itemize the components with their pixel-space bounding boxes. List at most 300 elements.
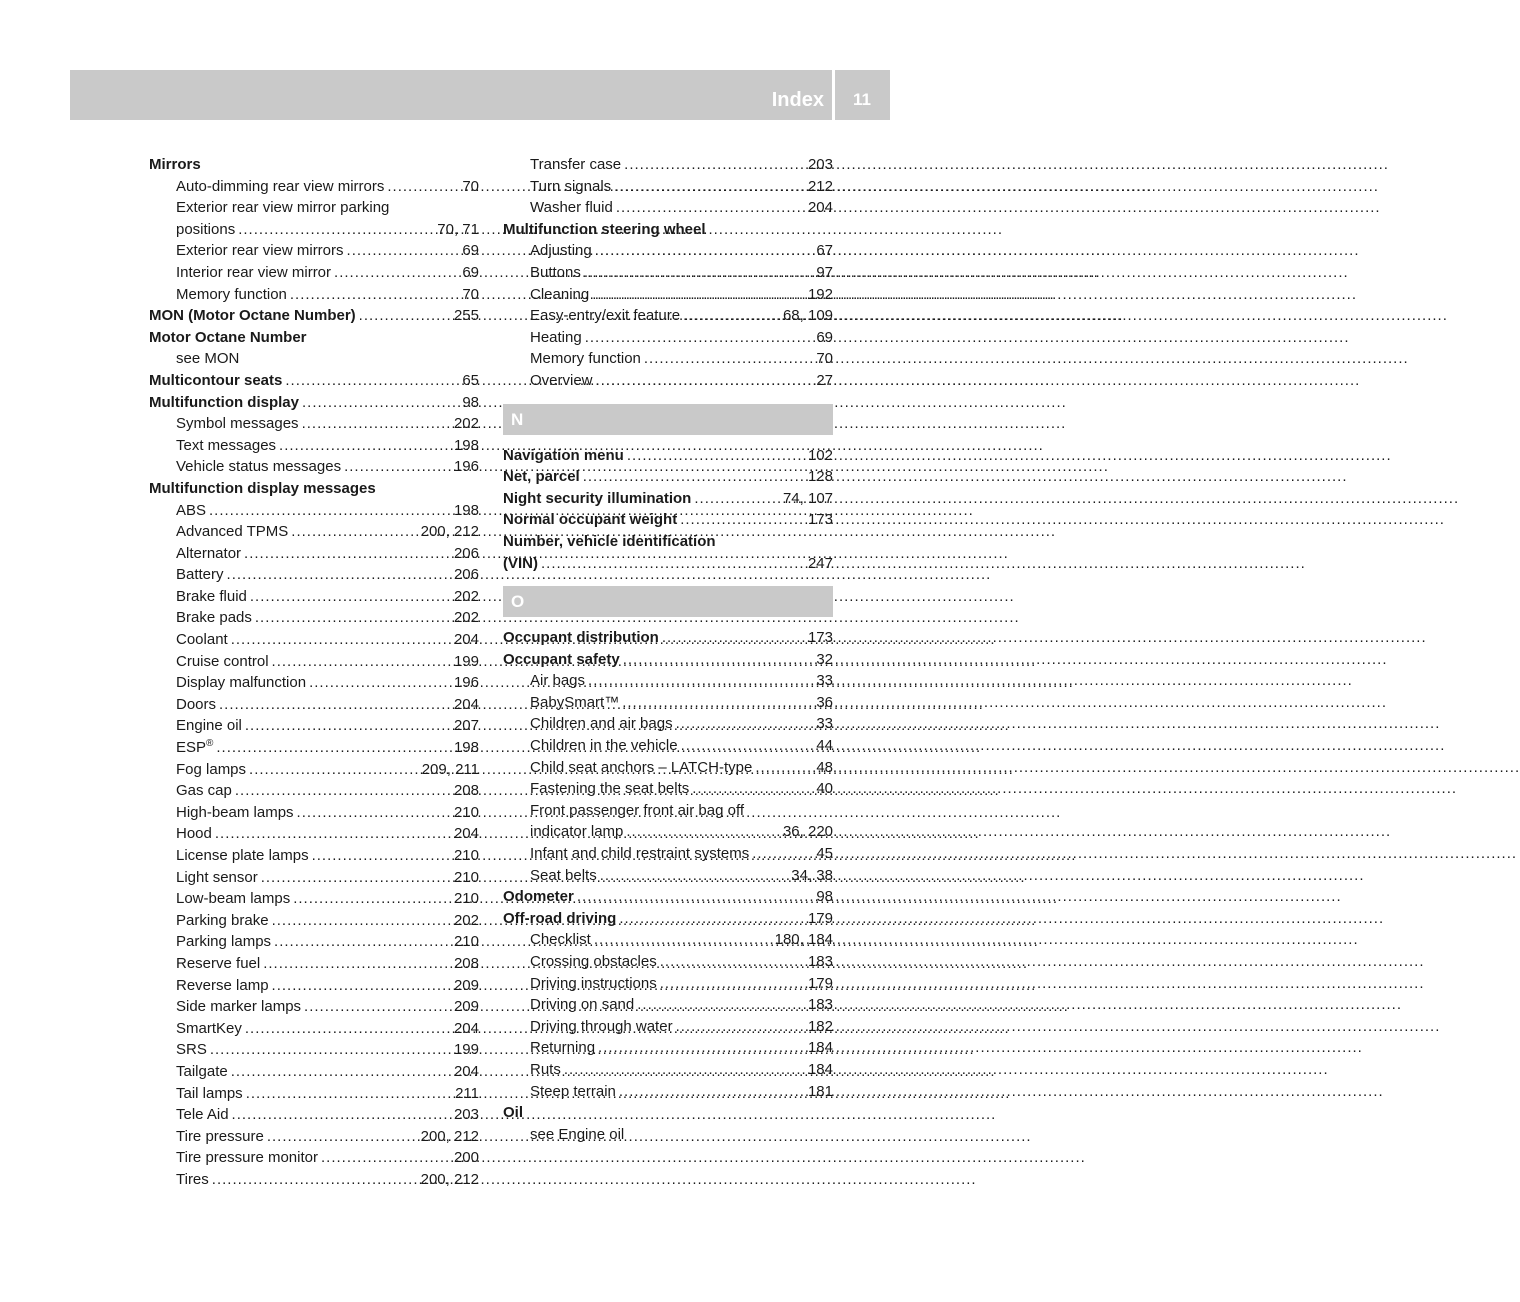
index-subentry [149,197,479,219]
index-subentry [149,867,479,889]
page-reference[interactable]: 204 [453,1062,479,1080]
index-subentry [149,543,479,565]
entry-label: Front passenger front air bag off [530,801,745,819]
index-subentry [149,219,479,241]
page-reference[interactable]: 173 [807,629,833,647]
index-subentry [149,759,479,781]
index-subentry [503,713,833,735]
page-reference[interactable]: 202 [453,609,479,627]
entry-label: Buttons [530,263,581,281]
entry-label: Vehicle status messages [176,458,342,476]
page-reference[interactable]: 128 [807,468,833,486]
page-reference[interactable]: 180, 184 [774,931,833,949]
page-reference[interactable]: 27 [816,371,833,389]
index-subentry [503,1124,833,1146]
index-entry [503,531,833,553]
leader-dots [232,1104,451,1126]
index-subentry [149,413,479,435]
index-subentry [149,586,479,608]
page-reference[interactable]: 179 [807,909,833,927]
page-reference[interactable]: 247 [807,554,833,572]
index-subentry [149,348,479,370]
index-subentry [149,694,479,716]
leader-dots [267,1126,418,1148]
page-reference[interactable]: 70 [816,350,833,368]
leader-dots [309,672,451,694]
entry-label: Occupant safety [503,650,620,668]
entry-label: Coolant [176,631,228,649]
entry-label: Side marker lamps [176,998,302,1016]
page-reference[interactable]: 198 [453,501,479,519]
entry-label: Hood [176,825,212,843]
index-subentry [503,757,833,779]
leader-dots [321,1147,451,1169]
entry-label: (VIN) [503,554,538,572]
entry-label: Seat belts [530,866,597,884]
entry-label: Adjusting [530,242,592,260]
entry-label: Symbol messages [176,415,299,433]
index-subentry [503,821,833,843]
page-reference[interactable]: 196 [453,458,479,476]
leader-dots [577,886,813,908]
page-reference[interactable]: 36, 220 [782,823,833,841]
leader-dots [622,692,813,714]
index-entry [503,466,833,488]
index-entry [503,627,833,649]
leader-dots [662,627,805,649]
leader-dots [564,1059,805,1081]
page-reference[interactable]: 206 [453,566,479,584]
page-reference[interactable]: 183 [807,996,833,1014]
entry-label: Parking lamps [176,933,272,951]
leader-dots [623,649,814,671]
index-subentry [503,670,833,692]
page-reference[interactable]: 67 [816,242,833,260]
entry-label: Overview [530,371,593,389]
index-subentry [149,910,479,932]
leader-dots [624,154,805,176]
page-reference[interactable]: 198 [453,436,479,454]
index-subentry [503,262,833,284]
leader-dots [216,737,451,759]
page-reference[interactable]: 102 [807,446,833,464]
page-reference[interactable]: 204 [453,1019,479,1037]
index-subentry [149,651,479,673]
page-reference[interactable]: 48 [816,758,833,776]
page-reference[interactable]: 202 [453,587,479,605]
page-reference[interactable]: 69 [462,242,479,260]
page-reference[interactable]: 208 [453,954,479,972]
page-reference[interactable]: 74, 107 [782,489,833,507]
entry-label: Night security illumination [503,489,692,507]
entry-label: Display malfunction [176,674,307,692]
entry-label: Easy-entry/exit feature [530,307,681,325]
leader-dots [274,931,451,953]
index-subentry [149,823,479,845]
index-subentry [503,1016,833,1038]
leader-dots [290,284,459,306]
page-reference[interactable]: 212 [807,177,833,195]
index-subentry [149,672,479,694]
entry-label: Child seat anchors – LATCH-type [530,758,753,776]
index-subentry [503,973,833,995]
entry-label: High-beam lamps [176,803,294,821]
index-subentry [149,284,479,306]
page-reference[interactable]: 200, 212 [420,1127,479,1145]
entry-label: Engine oil [176,717,242,735]
page-reference[interactable]: 192 [807,285,833,303]
entry-label: Text messages [176,436,277,454]
entry-label: Tail lamps [176,1084,243,1102]
leader-dots [660,973,805,995]
page-reference[interactable]: 210 [453,890,479,908]
index-subentry [149,802,479,824]
section-letter-n: N [503,404,833,435]
page-reference[interactable]: 199 [453,652,479,670]
page-reference[interactable]: 204 [453,695,479,713]
page-reference[interactable]: 210 [453,933,479,951]
leader-dots [302,413,451,435]
entry-label: Light sensor [176,868,258,886]
leader-dots [210,1039,451,1061]
page-reference[interactable]: 209 [453,998,479,1016]
page-reference[interactable]: 33 [816,715,833,733]
index-subentry [149,521,479,543]
page-reference[interactable]: 32 [816,650,833,668]
index-subentry [503,865,833,887]
leader-dots [596,370,814,392]
leader-dots [334,262,459,284]
entry-label: Tele Aid [176,1106,229,1124]
index-subentry [149,780,479,802]
entry-label: BabySmart™ [530,693,620,711]
entry-label: Children and air bags [530,715,673,733]
index-entry [503,445,833,467]
leader-dots [272,651,451,673]
entry-label: Battery [176,566,224,584]
page-reference[interactable]: 203 [453,1106,479,1124]
entry-label: Fog lamps [176,760,247,778]
entry-label: License plate lamps [176,847,309,864]
index-subentry [149,1147,479,1169]
entry-label: Brake fluid [176,587,247,605]
page-reference[interactable]: 204 [453,631,479,649]
leader-dots [261,867,451,889]
page-reference[interactable]: 68, 109 [782,307,833,325]
leader-dots [255,607,451,629]
page-reference[interactable]: 203 [807,156,833,173]
entry-label: Cleaning [530,285,590,303]
entry-label: Multifunction steering wheel [503,220,706,238]
leader-dots [676,713,814,735]
index-subentry [149,1039,479,1061]
page-reference[interactable]: 202 [453,911,479,929]
page-reference[interactable]: 202 [453,415,479,433]
entry-label: Low-beam lamps [176,890,291,908]
entry-label: Tire pressure monitor [176,1149,318,1167]
leader-dots [616,197,805,219]
entry-label: Children in the vehicle [530,737,678,755]
page-reference[interactable]: 70 [462,285,479,303]
index-subentry [149,1126,479,1148]
index-subentry [503,305,833,327]
index-entry [503,1102,833,1124]
entry-label: Mirrors [149,156,201,173]
leader-dots [637,994,805,1016]
entry-label: positions [176,220,236,238]
header-divider [832,70,835,120]
leader-dots [584,262,813,284]
page-reference[interactable]: 199 [453,1041,479,1059]
page-reference[interactable]: 69 [816,328,833,346]
entry-label: Number, vehicle identification [503,532,716,550]
index-subentry [503,154,833,176]
entry-label: Heating [530,328,582,346]
index-subentry [503,800,833,822]
index-entry [149,370,479,392]
entry-label: Doors [176,695,217,713]
page-reference[interactable]: 179 [807,974,833,992]
entry-label: SRS [176,1041,207,1059]
page-reference[interactable]: 200 [453,1149,479,1167]
index-subentry [149,737,479,759]
leader-dots [594,929,772,951]
page-reference[interactable]: 184 [807,1039,833,1057]
index-subentry [503,327,833,349]
index-subentry [149,1061,479,1083]
index-subentry [503,176,833,198]
leader-dots [245,715,451,737]
index-subentry [503,284,833,306]
index-subentry [149,435,479,457]
leader-dots [752,843,813,865]
page-reference[interactable]: 97 [816,263,833,281]
entry-label: MON (Motor Octane Number) [149,307,356,325]
entry-label: SmartKey [176,1019,242,1037]
page-reference[interactable]: 210 [453,847,479,864]
page-reference[interactable]: 184 [807,1060,833,1078]
leader-dots [297,802,451,824]
page-reference[interactable]: 173 [807,511,833,529]
index-entry [149,327,479,349]
leader-dots [680,509,805,531]
entry-label: Alternator [176,544,242,562]
entry-label: Crossing obstacles [530,953,657,970]
entry-label: indicator lamp [530,823,624,841]
leader-dots [681,735,814,757]
index-entry [503,488,833,510]
index-subentry [149,931,479,953]
entry-label: Memory function [176,285,287,303]
leader-dots [755,757,813,779]
page-reference[interactable]: 98 [816,888,833,906]
leader-dots [209,500,451,522]
index-subentry [503,1081,833,1103]
page-reference[interactable]: 207 [453,717,479,735]
index-subentry [503,692,833,714]
leader-dots [302,392,459,414]
leader-dots [246,1083,452,1105]
entry-label: Brake pads [176,609,252,627]
index-subentry [149,1083,479,1105]
index-subentry [503,735,833,757]
leader-dots [583,466,805,488]
page-number: 11 [853,90,871,109]
page-reference[interactable]: 45 [816,845,833,863]
index-subentry [503,778,833,800]
index-subentry [503,929,833,951]
leader-dots [694,488,780,510]
entry-label: Memory function [530,350,641,368]
entry-label: Tailgate [176,1062,228,1080]
page-reference[interactable]: 181 [807,1082,833,1100]
page-reference[interactable]: 183 [807,953,833,970]
index-entry [149,478,479,500]
page-reference[interactable]: 70, 71 [437,220,479,238]
entry-label: Normal occupant weight [503,511,678,529]
entry-label: Exterior rear view mirror parking [176,199,390,217]
page-reference[interactable]: 98 [462,393,479,411]
index-subentry [503,197,833,219]
leader-dots [231,629,451,651]
leader-dots [627,445,805,467]
page-reference[interactable]: 209 [453,976,479,994]
entry-label: Navigation menu [503,446,624,464]
index-subentry [503,951,833,973]
entry-label: Interior rear view mirror [176,263,332,281]
entry-label: Parking brake [176,911,269,929]
entry-label: Washer fluid [530,199,613,217]
entry-label: Turn signals [530,177,612,195]
entry-label: Driving on sand [530,996,635,1014]
index-subentry [149,975,479,997]
entry-label: Reserve fuel [176,954,261,972]
leader-dots [692,778,813,800]
index-entry [149,305,479,327]
leader-dots [598,1037,805,1059]
index-subentry [503,994,833,1016]
entry-label: Multifunction display messages [149,479,376,497]
entry-label: ABS [176,501,207,519]
leader-dots [244,543,451,565]
page-reference[interactable]: 211 [455,1084,479,1102]
index-subentry [149,456,479,478]
leader-dots [250,586,451,608]
leader-dots [285,370,459,392]
leader-dots [312,845,451,867]
page-reference[interactable]: 200, 212 [420,1170,479,1188]
entry-label: Advanced TPMS [176,523,289,541]
page-reference[interactable]: 200, 212 [420,523,479,541]
leader-dots [600,865,789,887]
page-reference[interactable]: 34, 38 [791,866,833,884]
entry-label: Driving instructions [530,974,657,992]
page-reference[interactable]: 40 [816,780,833,798]
page-reference[interactable]: 255 [453,307,479,325]
page-reference[interactable]: 182 [807,1017,833,1035]
leader-dots [592,284,805,306]
leader-dots [344,456,451,478]
leader-dots [644,348,813,370]
index-subentry [149,564,479,586]
leader-dots [263,953,451,975]
index-subentry [503,1059,833,1081]
index-subentry [149,240,479,262]
leader-dots [272,910,451,932]
entry-label: Net, parcel [503,468,580,486]
index-subentry [149,845,479,867]
index-subentry [149,953,479,975]
leader-dots [219,694,451,716]
leader-dots [683,305,780,327]
entry-label: Returning [530,1039,596,1057]
page-reference[interactable]: 204 [453,825,479,843]
index-subentry [149,262,479,284]
entry-label: Motor Octane Number [149,328,307,346]
entry-label: Occupant distribution [503,629,659,647]
entry-label: Infant and child restraint systems [530,845,750,863]
entry-label: Gas cap [176,782,232,800]
section-letter-o: O [503,586,833,617]
index-subentry [149,500,479,522]
page-reference[interactable]: 36 [816,693,833,711]
leader-dots [272,975,451,997]
entry-label: Multifunction display [149,393,299,411]
page-reference[interactable]: 210 [453,868,479,886]
index-subentry [149,1018,479,1040]
entry-label: Multicontour seats [149,371,283,389]
leader-dots [676,1016,805,1038]
page-reference[interactable]: 198 [453,739,479,757]
index-subentry [149,888,479,910]
index-subentry [149,629,479,651]
index-subentry [503,348,833,370]
leader-dots [293,888,451,910]
entry-label: Exterior rear view mirrors [176,242,344,260]
leader-dots [215,823,451,845]
page-reference[interactable]: 196 [453,674,479,692]
page-title: Index [771,89,824,111]
leader-dots [249,759,419,781]
page-reference[interactable]: 70 [462,177,479,195]
page-reference[interactable]: 208 [453,782,479,800]
leader-dots [227,564,451,586]
page-reference[interactable]: 206 [453,544,479,562]
leader-dots [387,176,459,198]
leader-dots [359,305,451,327]
index-subentry [503,1037,833,1059]
leader-dots [619,1081,805,1103]
entry-label: ESP® [176,738,214,757]
page-reference[interactable]: 65 [462,371,479,389]
page-reference[interactable]: 33 [816,672,833,690]
leader-dots [626,821,780,843]
index-subentry [149,715,479,737]
page-reference[interactable]: 209, 211 [421,760,479,778]
leader-dots [347,240,460,262]
leader-dots [231,1061,451,1083]
page-reference[interactable]: 210 [453,803,479,821]
entry-label: see MON [176,350,240,368]
entry-label: Off-road driving [503,909,617,927]
entry-label: Fastening the seat belts [530,780,690,798]
page-reference[interactable]: 204 [807,199,833,217]
index-subentry [149,1104,479,1126]
index-entry [503,886,833,908]
index-entry [503,553,833,575]
page-reference[interactable]: 69 [462,263,479,281]
page-reference[interactable]: 44 [816,737,833,755]
